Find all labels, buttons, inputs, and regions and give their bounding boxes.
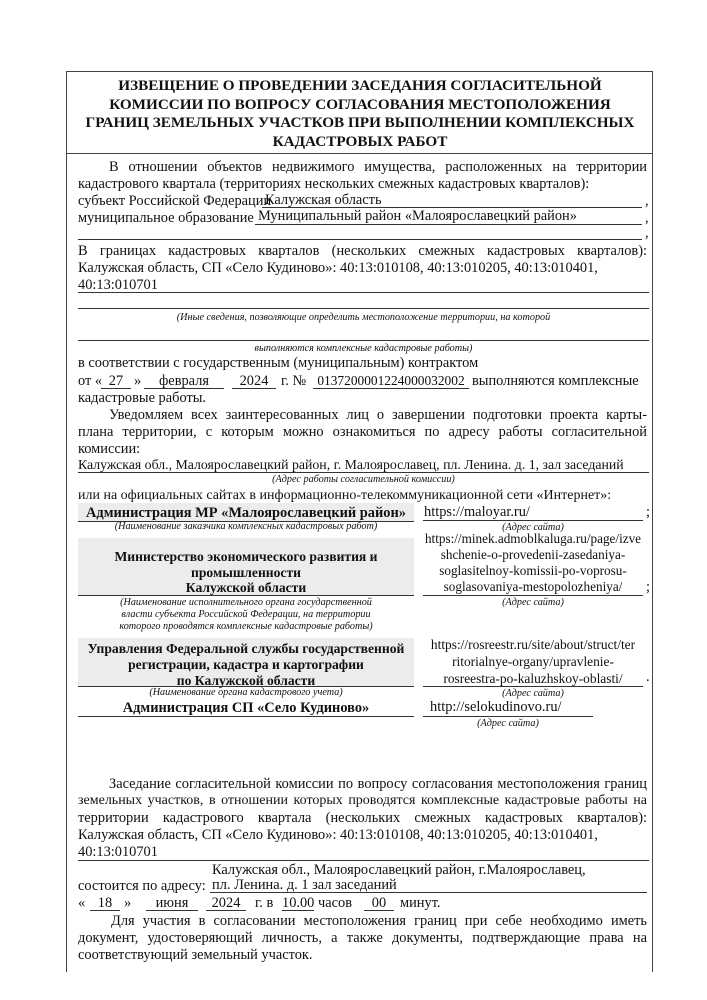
other-info-underline — [78, 340, 649, 341]
title-divider — [66, 153, 653, 154]
rosreestr-caption: (Наименование органа кадастрового учета) — [149, 687, 343, 698]
title-line: КАДАСТРОВЫХ РАБОТ — [272, 132, 448, 150]
ministry-caption-line: власти субъекта Российской Федерации, на территории — [121, 609, 371, 620]
ministry-caption-line: которого проводятся комплексные кадастровые работы) — [119, 621, 373, 632]
contract-from: от « — [78, 373, 103, 389]
subject-value: Калужская область — [265, 192, 382, 208]
contract-rest: выполняются комплексные — [472, 373, 639, 389]
notice-title — [74, 77, 646, 151]
customer-caption: (Наименование заказчика комплексных кадастровых работ) — [114, 521, 378, 532]
semicolon: ; — [646, 579, 650, 595]
ministry-caption — [78, 597, 414, 633]
meeting-minutes-underline — [364, 910, 394, 911]
settlement-site-caption: (Адрес сайта) — [477, 718, 539, 729]
ministry-caption-line: (Наименование исполнительного органа государственной — [120, 597, 372, 608]
title-line: ИЗВЕЩЕНИЕ О ПРОВЕДЕНИИ ЗАСЕДАНИЯ СОГЛАСИТЕЛЬНОЙ — [118, 77, 602, 94]
municipality-label: муниципальное образование — [78, 210, 254, 226]
ministry-site-line[interactable]: soglasovaniya-mestopolozheniya/ — [443, 579, 623, 594]
rosreestr-name-line: Управления Федеральной службы государственной — [87, 641, 405, 656]
meeting-open-quote: « — [78, 895, 86, 911]
other-info-caption: (Иные сведения, позволяющие определить местоположение территории, на которой — [176, 312, 551, 323]
period: . — [646, 669, 650, 685]
blank-underline — [78, 239, 642, 240]
internet-line: или на официальных сайтах в информационно-телекоммуникационной сети «Интернет»: — [78, 488, 612, 503]
meeting-hours-underline — [282, 910, 314, 911]
meeting-day-underline — [90, 910, 120, 911]
municipality-underline — [255, 224, 642, 225]
contract-line: в соответствии с государственным (муниципальным) контрактом — [78, 355, 479, 371]
customer-site-caption: (Адрес сайта) — [502, 522, 564, 533]
ministry-site-line[interactable]: soglasitelnoy-komissii-po-voprosu- — [439, 563, 627, 578]
intro-line: кадастрового квартала (территориях нескольких смежных кадастровых кварталов): — [78, 176, 590, 192]
other-info-caption: выполняются комплексные кадастровые работы) — [254, 343, 473, 354]
notice-line: Уведомляем всех заинтересованных лиц о завершении подготовки проекта карты- — [109, 407, 647, 423]
rosreestr-name — [78, 641, 414, 689]
meeting-line: территории кадастрового квартала (нескольких смежных кадастровых кварталов): — [78, 810, 647, 826]
meeting-close-quote: » — [124, 895, 132, 911]
rosreestr-site-link[interactable] — [423, 636, 643, 687]
meeting-minutes-label: минут. — [400, 895, 441, 911]
meeting-month-underline — [146, 910, 198, 911]
meeting-line: Заседание согласительной комиссии по вопросу согласования местоположения границ — [109, 776, 647, 792]
ministry-site-link[interactable] — [423, 531, 643, 595]
contract-day: 27 — [108, 373, 124, 389]
commission-address-underline — [78, 472, 649, 473]
meeting-address-line: Калужская обл., Малоярославецкий район, г.Малоярославец, — [212, 862, 586, 878]
comma: , — [645, 193, 649, 209]
title-line: ГРАНИЦ ЗЕМЕЛЬНЫХ УЧАСТКОВ ПРИ ВЫПОЛНЕНИИ КОМПЛЕКСНЫХ — [85, 114, 635, 131]
ministry-name-line: Министерство экономического развития и — [114, 549, 378, 564]
ministry-site-underline — [423, 595, 643, 596]
title-line: КОМИССИИ ПО ВОПРОСУ СОГЛАСОВАНИЯ МЕСТОПОЛОЖЕНИЯ — [109, 95, 611, 113]
contract-number: 0137200001224000032002 — [317, 373, 465, 388]
meeting-hours-label: часов — [318, 895, 353, 911]
notice-line: комиссии: — [78, 441, 141, 457]
municipality-value: Муниципальный район «Малоярославецкий район» — [258, 208, 577, 224]
participation-line: соответствующий земельный участок. — [78, 947, 313, 963]
participation-line: Для участия в согласовании местоположения границ при себе необходимо иметь — [111, 913, 647, 929]
ministry-site-line[interactable]: shchenie-o-provedenii-zasedaniya- — [440, 547, 626, 562]
rosreestr-site-line[interactable]: ritorialnye-organy/upravlenie- — [452, 654, 614, 669]
participation-line: документ, удостоверяющий личность, а также документы, подтверждающие права на — [78, 930, 647, 946]
meeting-line: Калужская область, СП «Село Кудиново»: 40:13:010108, 40:13:010205, 40:13:010401, — [78, 827, 598, 843]
ministry-site-line[interactable]: https://minek.admoblkaluga.ru/page/izve — [424, 531, 642, 546]
contract-close-quote: » — [134, 373, 142, 389]
contract-number-underline — [313, 388, 469, 389]
subject-label: субъект Российской Федерации — [78, 193, 272, 209]
commission-address-caption: (Адрес работы согласительной комиссии) — [272, 474, 455, 485]
customer-site-underline — [423, 520, 643, 521]
quarters-line: 40:13:010701 — [78, 277, 158, 293]
rosreestr-site-line[interactable]: https://rosreestr.ru/site/about/struct/ter — [430, 637, 636, 652]
rosreestr-site-underline — [423, 686, 643, 687]
meeting-at-label: состоится по адресу: — [78, 878, 206, 894]
customer-name: Администрация МР «Малоярославецкий район» — [86, 505, 406, 521]
comma: , — [645, 210, 649, 226]
ministry-underline — [78, 595, 414, 596]
meeting-g-v: г. в — [255, 895, 274, 911]
customer-site-link[interactable]: https://maloyar.ru/ — [424, 504, 530, 520]
meeting-minutes: 00 — [371, 895, 387, 911]
contract-line: кадастровые работы. — [78, 390, 207, 406]
meeting-line: 40:13:010701 — [78, 844, 158, 860]
meeting-address-underline — [210, 892, 647, 893]
ministry-name — [78, 549, 414, 596]
settlement-name: Администрация СП «Село Кудиново» — [122, 700, 370, 716]
settlement-site-link[interactable]: http://selokudinovo.ru/ — [430, 699, 562, 715]
meeting-hours: 10.00 — [282, 895, 315, 911]
ministry-name-line: Калужской области — [185, 580, 307, 595]
rosreestr-site-line[interactable]: rosreestra-po-kaluzhskoy-oblasti/ — [443, 671, 623, 686]
ministry-name-line: промышленности — [191, 564, 301, 580]
rosreestr-name-line: регистрации, кадастра и картографии — [128, 657, 364, 672]
quarters-underline — [78, 292, 649, 293]
meeting-year-underline — [206, 910, 246, 911]
meeting-day: 18 — [97, 895, 113, 911]
meeting-line: земельных участков, в отношении которых проводятся комплексные кадастровые работы на — [78, 793, 647, 808]
rosreestr-name-line: по Калужской области — [176, 673, 316, 688]
settlement-site-underline — [423, 716, 593, 717]
contract-month: февраля — [158, 373, 210, 389]
semicolon: ; — [646, 504, 650, 520]
meeting-address-line: пл. Ленина. д. 1 зал заседаний — [212, 877, 397, 893]
other-info-underline — [78, 308, 649, 309]
notice-line: плана территории, с которым можно ознакомиться по адресу работы согласительной — [78, 424, 647, 440]
rosreestr-site-caption: (Адрес сайта) — [502, 688, 564, 699]
quarters-line: Калужская область, СП «Село Кудиново»: 40:13:010108, 40:13:010205, 40:13:010401, — [78, 260, 598, 276]
intro-line: В отношении объектов недвижимого имущества, расположенных на территории — [109, 159, 647, 175]
comma: , — [645, 225, 649, 241]
contract-number-label: г. № — [281, 373, 307, 389]
commission-address: Калужская обл., Малоярославецкий район, г. Малоярославец, пл. Ленина. д. 1, зал заседаний — [78, 457, 624, 472]
ministry-site-caption: (Адрес сайта) — [502, 597, 564, 608]
contract-year: 2024 — [239, 373, 269, 389]
contract-year-underline — [232, 388, 276, 389]
meeting-year: 2024 — [211, 895, 241, 911]
settlement-underline — [78, 716, 414, 717]
meeting-month: июня — [155, 895, 189, 911]
quarters-line: В границах кадастровых кварталов (нескольких смежных кадастровых кварталов): — [78, 243, 647, 259]
